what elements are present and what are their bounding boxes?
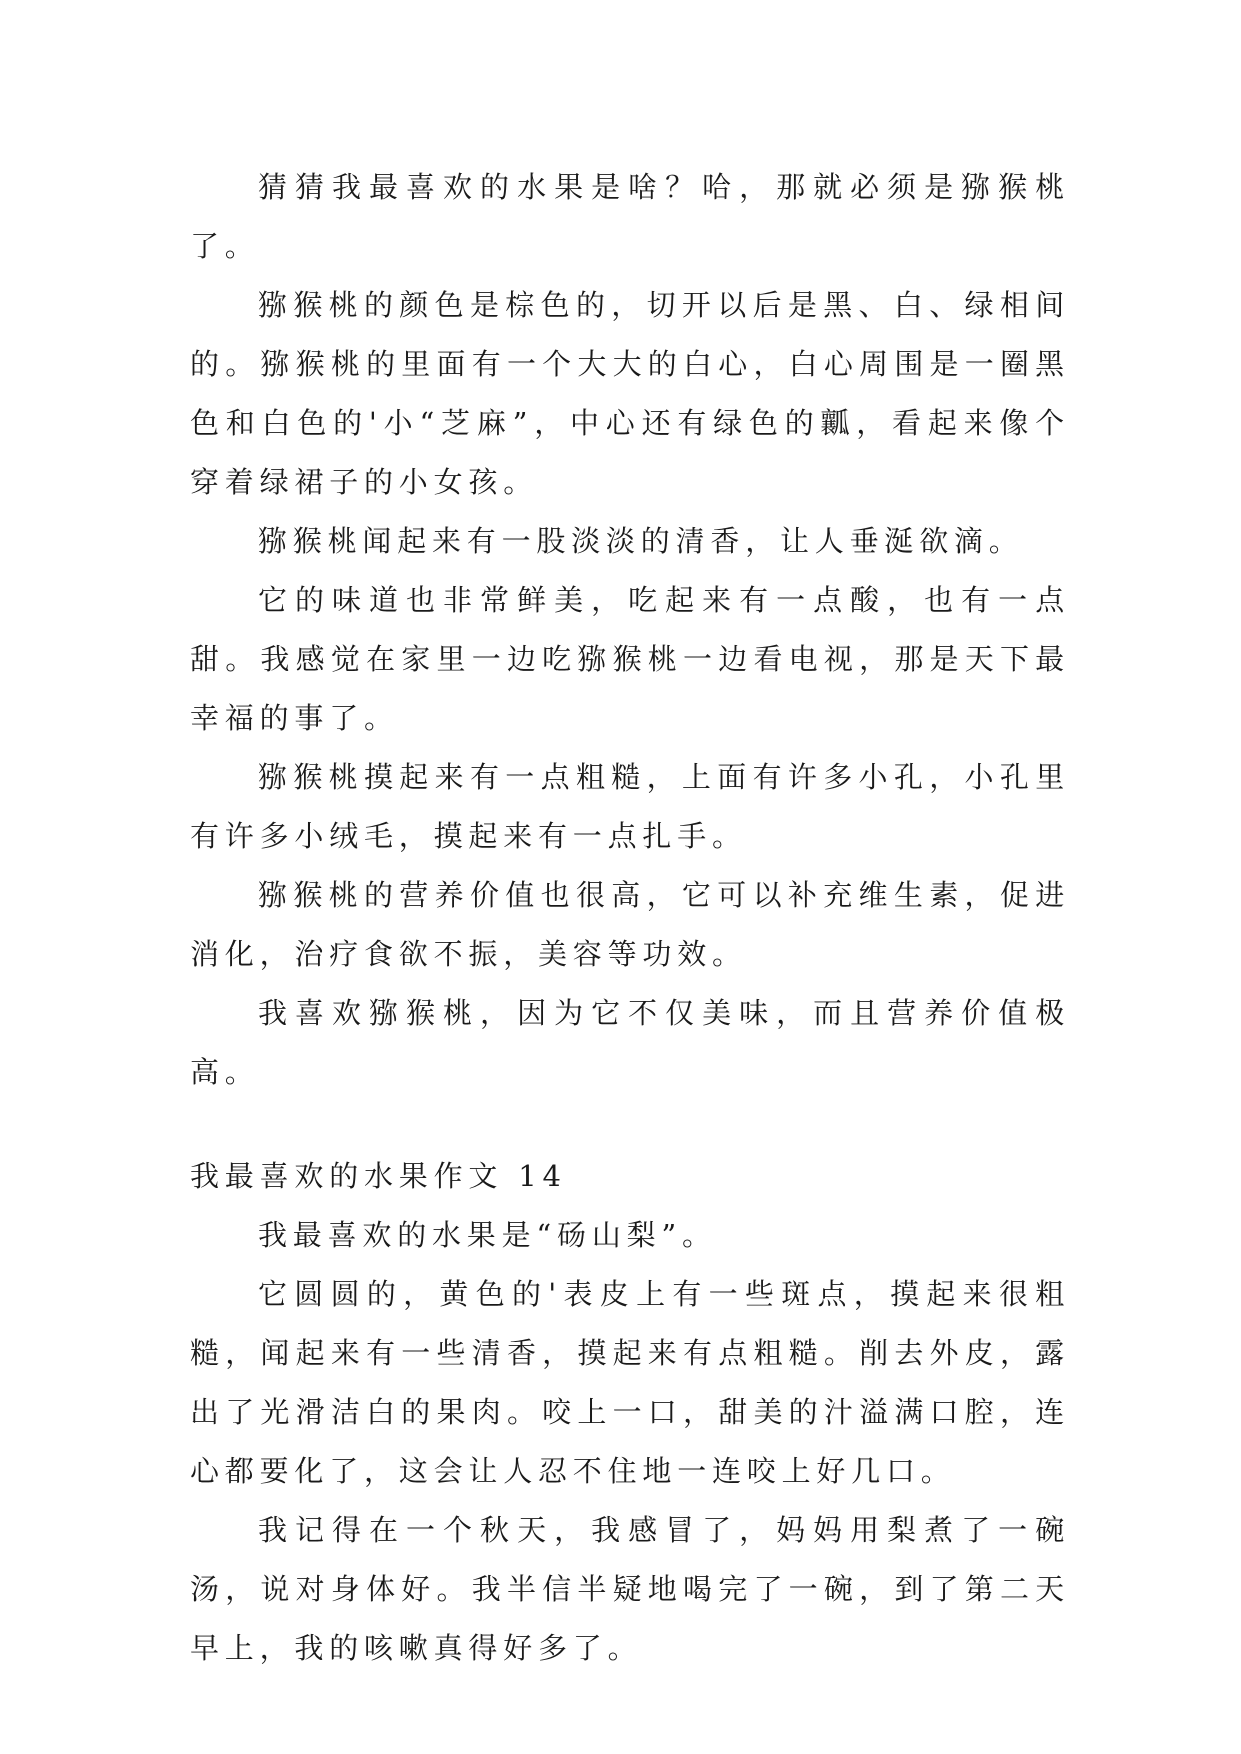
paragraph: 我记得在一个秋天，我感冒了，妈妈用梨煮了一碗汤，说对身体好。我半信半疑地喝完了一碗，到了第二天早上，我的咳嗽真得好多了。 [190,1513,1070,1665]
paragraph: 它圆圆的，黄色的'表皮上有一些斑点，摸起来很粗糙，闻起来有一些清香，摸起来有点粗糙。削去外皮，露出了光滑洁白的果肉。咬上一口，甜美的汁溢满口腔，连心都要化了，这会让人忍不住地一连咬上好几口。 [190,1277,1070,1488]
paragraph: 它的味道也非常鲜美，吃起来有一点酸，也有一点甜。我感觉在家里一边吃猕猴桃一边看电视，那是天下最幸福的事了。 [190,583,1070,735]
paragraph: 猕猴桃的营养价值也很高，它可以补充维生素，促进消化，治疗食欲不振，美容等功效。 [190,878,1070,971]
paragraph: 猜猜我最喜欢的水果是啥？哈，那就必须是猕猴桃了。 [190,170,1070,263]
paragraph: 我最喜欢的水果是“砀山梨”。 [258,1218,717,1252]
paragraph: 猕猴桃摸起来有一点粗糙，上面有许多小孔，小孔里有许多小绒毛，摸起来有一点扎手。 [190,760,1070,853]
document-page [190,158,1070,1678]
paragraph: 猕猴桃闻起来有一股淡淡的清香，让人垂涎欲滴。 [258,524,1024,558]
section-title: 我最喜欢的水果作文 14 [190,1159,567,1193]
paragraph: 猕猴桃的颜色是棕色的，切开以后是黑、白、绿相间的。猕猴桃的里面有一个大大的白心，白心周围是一圈黑色和白色的'小“芝麻”，中心还有绿色的瓤，看起来像个穿着绿裙子的小女孩。 [190,288,1070,499]
paragraph: 我喜欢猕猴桃，因为它不仅美味，而且营养价值极高。 [190,996,1070,1089]
